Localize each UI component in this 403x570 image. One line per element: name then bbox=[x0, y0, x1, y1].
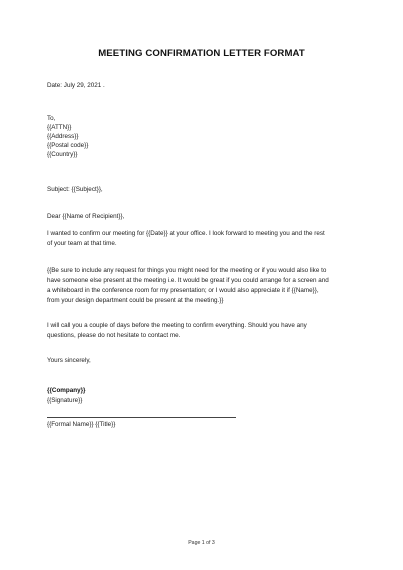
address-postal-code: {{Postal code}} bbox=[47, 142, 89, 149]
closing: Yours sincerely, bbox=[47, 357, 91, 364]
formal-name-title: {{Formal Name}} {{Title}} bbox=[47, 421, 116, 428]
subject-line: Subject: {{Subject}}, bbox=[47, 186, 103, 193]
address-street: {{Address}} bbox=[47, 133, 79, 140]
paragraph3-line2: questions, please do not hesitate to contact me. bbox=[47, 332, 181, 339]
paragraph1-line1: I wanted to confirm our meeting for {{Date}} at your office. I look forward to meeting you and the rest bbox=[47, 230, 325, 237]
paragraph2-line1: {{Be sure to include any request for things you might need for the meeting or if you would also like to bbox=[47, 267, 327, 274]
signature-rule bbox=[47, 417, 236, 418]
paragraph3-line1: I will call you a couple of days before the meeting to confirm everything. Should you have any bbox=[47, 322, 307, 329]
address-to: To, bbox=[47, 115, 56, 122]
paragraph2-line2: have someone else present at the meeting i.e. It would be great if you could arrange for a screen and bbox=[47, 277, 329, 284]
address-attn: {{ATTN}} bbox=[47, 124, 72, 131]
address-country: {{Country}} bbox=[47, 151, 78, 158]
document-title: MEETING CONFIRMATION LETTER FORMAT bbox=[98, 48, 305, 59]
page-number-footer: Page 1 of 3 bbox=[188, 540, 215, 546]
paragraph1-line2: of your team at that time. bbox=[47, 240, 117, 247]
paragraph2-line4: from your design department could be present at the meeting.}} bbox=[47, 297, 224, 304]
salutation: Dear {{Name of Recipient}}, bbox=[47, 213, 125, 220]
date-line: Date: July 29, 2021 . bbox=[47, 82, 105, 89]
paragraph2-line3: a whiteboard in the conference room for my presentation; or I would also appreciate it if {{Name}}, bbox=[47, 287, 319, 294]
signature-placeholder: {{Signature}} bbox=[47, 397, 83, 404]
company-name: {{Company}} bbox=[47, 387, 86, 394]
